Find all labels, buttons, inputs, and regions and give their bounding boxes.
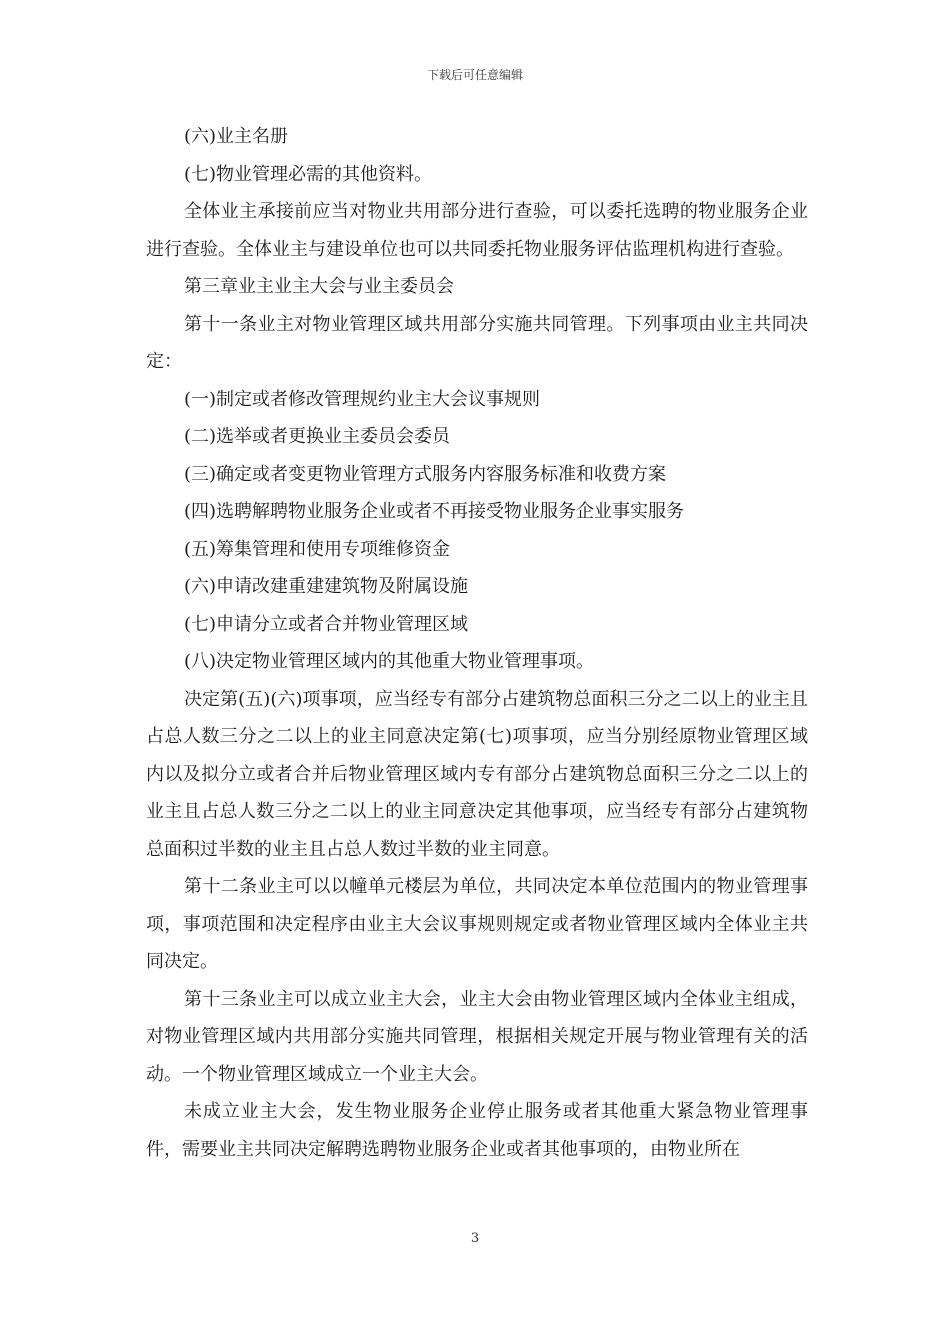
- list-item: (一)制定或者修改管理规约业主大会议事规则: [184, 388, 541, 410]
- paragraph: (六)业主名册: [184, 126, 289, 147]
- paragraph: (七)物业管理必需的其他资料。: [184, 163, 433, 185]
- list-item: (七)申请分立或者合并物业管理区域: [184, 613, 469, 635]
- list-item: (六)申请改建重建建筑物及附属设施: [184, 576, 469, 597]
- list-item: (五)筹集管理和使用专项维修资金: [184, 538, 451, 560]
- article-13: 第十三条业主可以成立业主大会，业主大会由物业管理区域内全体业主组成，对物业管理区域内共用部分实施共同管理，根据相关规定开展与物业管理有关的活动。一个物业管理区域成立一个业主大会。: [146, 988, 808, 1085]
- document-body: [146, 118, 808, 1168]
- paragraph: 决定第(五)(六)项事项，应当经专有部分占建筑物总面积三分之二以上的业主且占总人数三分之二以上的业主同意决定第(七)项事项，应当分别经原物业管理区域内以及拟分立或者合并后物业管理区域内专有部分占建筑物总面积三分之二以上的业主且占总人数三分之二以上的业主同意决定其他事项，应当经专有部分占建筑物总面积过半数的业主且占总人数过半数的业主同意。: [146, 688, 808, 860]
- list-item: (二)选举或者更换业主委员会委员: [184, 426, 451, 447]
- list-item: (四)选聘解聘物业服务企业或者不再接受物业服务企业事实服务: [184, 501, 685, 522]
- paragraph: 未成立业主大会，发生物业服务企业停止服务或者其他重大紧急物业管理事件，需要业主共同决定解聘选聘物业服务企业或者其他事项的，由物业所在: [146, 1101, 808, 1160]
- list-item: (三)确定或者变更物业管理方式服务内容服务标准和收费方案: [184, 463, 667, 485]
- list-item: (八)决定物业管理区域内的其他重大物业管理事项。: [184, 651, 595, 672]
- article-11: 第十一条业主对物业管理区域共用部分实施共同管理。下列事项由业主共同决定：: [146, 313, 808, 372]
- page-number: 3: [470, 1231, 480, 1246]
- article-12: 第十二条业主可以以幢单元楼层为单位，共同决定本单位范围内的物业管理事项，事项范围和决定程序由业主大会议事规则规定或者物业管理区域内全体业主共同决定。: [146, 876, 808, 972]
- page-header: 下载后可任意编辑: [426, 68, 523, 82]
- paragraph: 全体业主承接前应当对物业共用部分进行查验，可以委托选聘的物业服务企业进行查验。全体业主与建设单位也可以共同委托物业服务评估监理机构进行查验。: [146, 201, 808, 260]
- chapter-heading: 第三章业主业主大会与业主委员会: [184, 276, 454, 297]
